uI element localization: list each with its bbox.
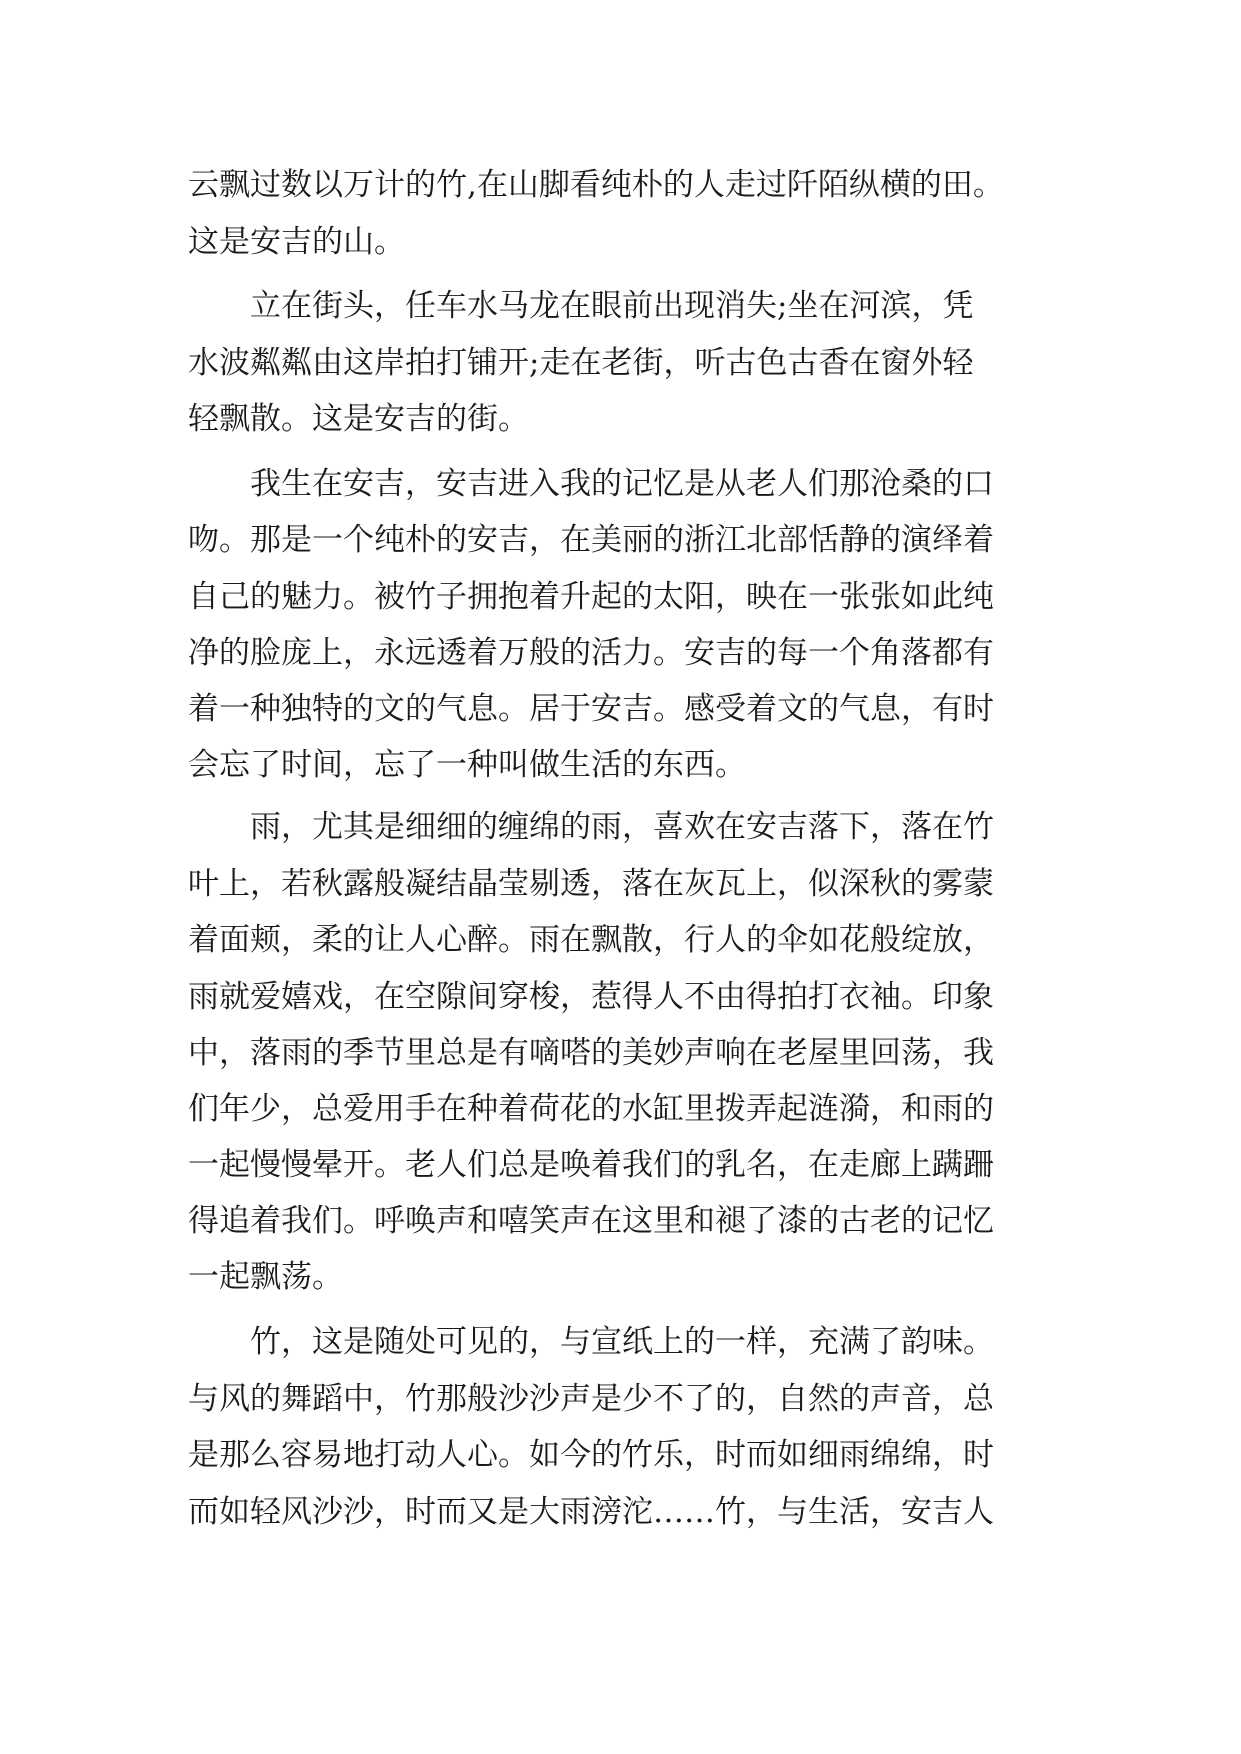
text-line: 吻。那是一个纯朴的安吉，在美丽的浙江北部恬静的演绎着 [188, 522, 994, 558]
text-line: 云飘过数以万计的竹,在山脚看纯朴的人走过阡陌纵横的田。 [188, 167, 1004, 203]
text-line: 这是安吉的山。 [188, 224, 405, 260]
text-line: 着面颊，柔的让人心醉。雨在飘散，行人的伞如花般绽放， [188, 922, 994, 958]
text-line: 们年少，总爱用手在种着荷花的水缸里拨弄起涟漪，和雨的 [188, 1091, 994, 1127]
text-line: 竹，这是随处可见的，与宣纸上的一样，充满了韵味。 [250, 1324, 994, 1360]
text-line: 与风的舞蹈中，竹那般沙沙声是少不了的，自然的声音，总 [188, 1381, 994, 1417]
text-line: 得追着我们。呼唤声和嘻笑声在这里和褪了漆的古老的记忆 [188, 1203, 994, 1239]
text-line: 着一种独特的文的气息。居于安吉。感受着文的气息，有时 [188, 691, 994, 727]
text-line: 雨，尤其是细细的缠绵的雨，喜欢在安吉落下，落在竹 [250, 809, 994, 845]
text-line: 是那么容易地打动人心。如今的竹乐，时而如细雨绵绵，时 [188, 1437, 994, 1473]
text-line: 水波粼粼由这岸拍打铺开;走在老街，听古色古香在窗外轻 [188, 345, 974, 381]
text-line: 立在街头，任车水马龙在眼前出现消失;坐在河滨，凭 [250, 288, 974, 324]
text-line: 我生在安吉，安吉进入我的记忆是从老人们那沧桑的口 [250, 466, 994, 502]
text-line: 一起慢慢晕开。老人们总是唤着我们的乳名，在走廊上蹒跚 [188, 1147, 994, 1183]
text-line: 一起飘荡。 [188, 1259, 343, 1295]
text-line: 中，落雨的季节里总是有嘀嗒的美妙声响在老屋里回荡，我 [188, 1035, 994, 1071]
text-line: 净的脸庞上，永远透着万般的活力。安吉的每一个角落都有 [188, 635, 994, 671]
text-line: 会忘了时间，忘了一种叫做生活的东西。 [188, 747, 746, 783]
text-line: 雨就爱嬉戏，在空隙间穿梭，惹得人不由得拍打衣袖。印象 [188, 979, 994, 1015]
text-line: 轻飘散。这是安吉的街。 [188, 401, 529, 437]
text-line: 而如轻风沙沙，时而又是大雨滂沱……竹，与生活，安吉人 [188, 1494, 994, 1530]
text-line: 叶上，若秋露般凝结晶莹剔透，落在灰瓦上，似深秋的雾蒙 [188, 866, 994, 902]
text-line: 自己的魅力。被竹子拥抱着升起的太阳，映在一张张如此纯 [188, 579, 994, 615]
